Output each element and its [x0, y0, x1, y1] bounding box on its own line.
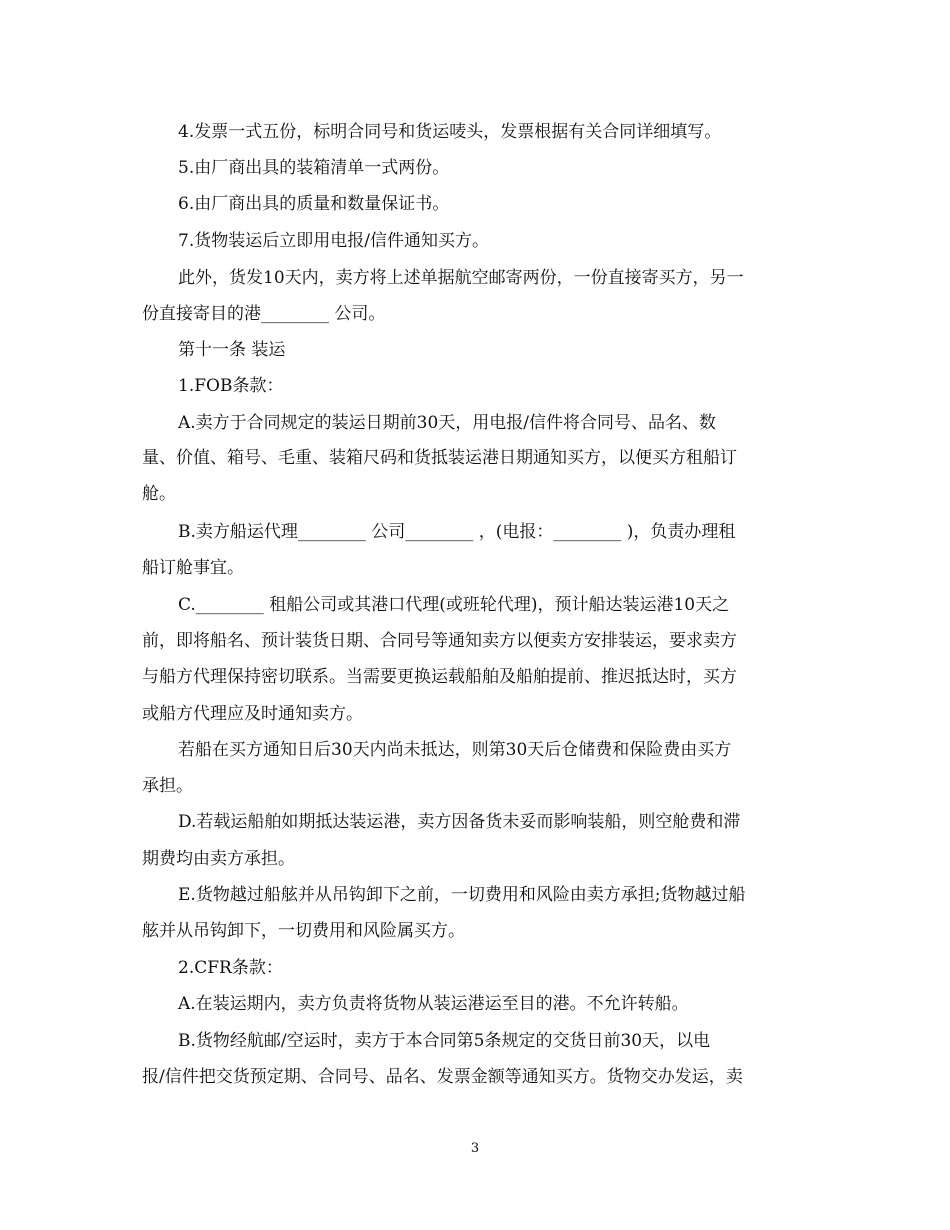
text-line: C.________ 租船公司或其港口代理(或班轮代理)，预计船达装运港10天之: [178, 595, 730, 615]
text-line: 7.货物装运后立即用电报/信件通知买方。: [178, 231, 489, 251]
text-line: 船订舱事宜。: [142, 558, 244, 578]
text-line: 若船在买方通知日后30天内尚未抵达，则第30天后仓储费和保险费由买方: [178, 740, 732, 760]
text-line: 与船方代理保持密切联系。当需要更换运载船舶及船舶提前、推迟抵达时，买方: [142, 667, 737, 687]
text-line: B.货物经航邮/空运时，卖方于本合同第5条规定的交货日前30天，以电: [178, 1031, 711, 1051]
text-line: 期费均由卖方承担。: [142, 849, 295, 869]
text-line: 6.由厂商出具的质量和数量保证书。: [178, 194, 450, 214]
text-line: 报/信件把交货预定期、合同号、品名、发票金额等通知买方。货物交办发运，卖: [142, 1067, 743, 1087]
text-line: 1.FOB条款：: [178, 376, 284, 396]
text-line: 量、价值、箱号、毛重、装箱尺码和货抵装运港日期通知买方，以便买方租船订: [142, 448, 737, 468]
text-line: 舱。: [142, 484, 176, 504]
text-line: 份直接寄目的港________ 公司。: [142, 304, 386, 324]
section-heading: 第十一条 装运: [178, 340, 286, 360]
text-line: A.卖方于合同规定的装运日期前30天，用电报/信件将合同号、品名、数: [178, 413, 717, 433]
text-line: 5.由厂商出具的装箱清单一式两份。: [178, 158, 450, 178]
text-line: A.在装运期内，卖方负责将货物从装运港运至目的港。不允许转船。: [178, 994, 689, 1014]
text-line: 舷并从吊钩卸下，一切费用和风险属买方。: [142, 921, 465, 941]
text-line: E.货物越过船舷并从吊钩卸下之前，一切费用和风险由卖方承担;货物越过船: [178, 885, 746, 905]
page-number: 3: [470, 1141, 480, 1156]
text-line: B.卖方船运代理________ 公司________ ，(电报：________ )，负责办理租: [178, 522, 736, 542]
text-line: 前，即将船名、预计装货日期、合同号等通知卖方以便卖方安排装运，要求卖方: [142, 631, 737, 651]
text-line: 或船方代理应及时通知卖方。: [142, 704, 363, 724]
text-line: 承担。: [142, 776, 193, 796]
text-line: 此外，货发10天内，卖方将上述单据航空邮寄两份，一份直接寄买方，另一: [178, 268, 744, 288]
text-line: 4.发票一式五份，标明合同号和货运唛头，发票根据有关合同详细填写。: [178, 122, 722, 142]
text-line: 2.CFR条款：: [178, 958, 283, 978]
text-line: D.若载运船舶如期抵达装运港，卖方因备货未妥而影响装船，则空舱费和滞: [178, 812, 741, 832]
